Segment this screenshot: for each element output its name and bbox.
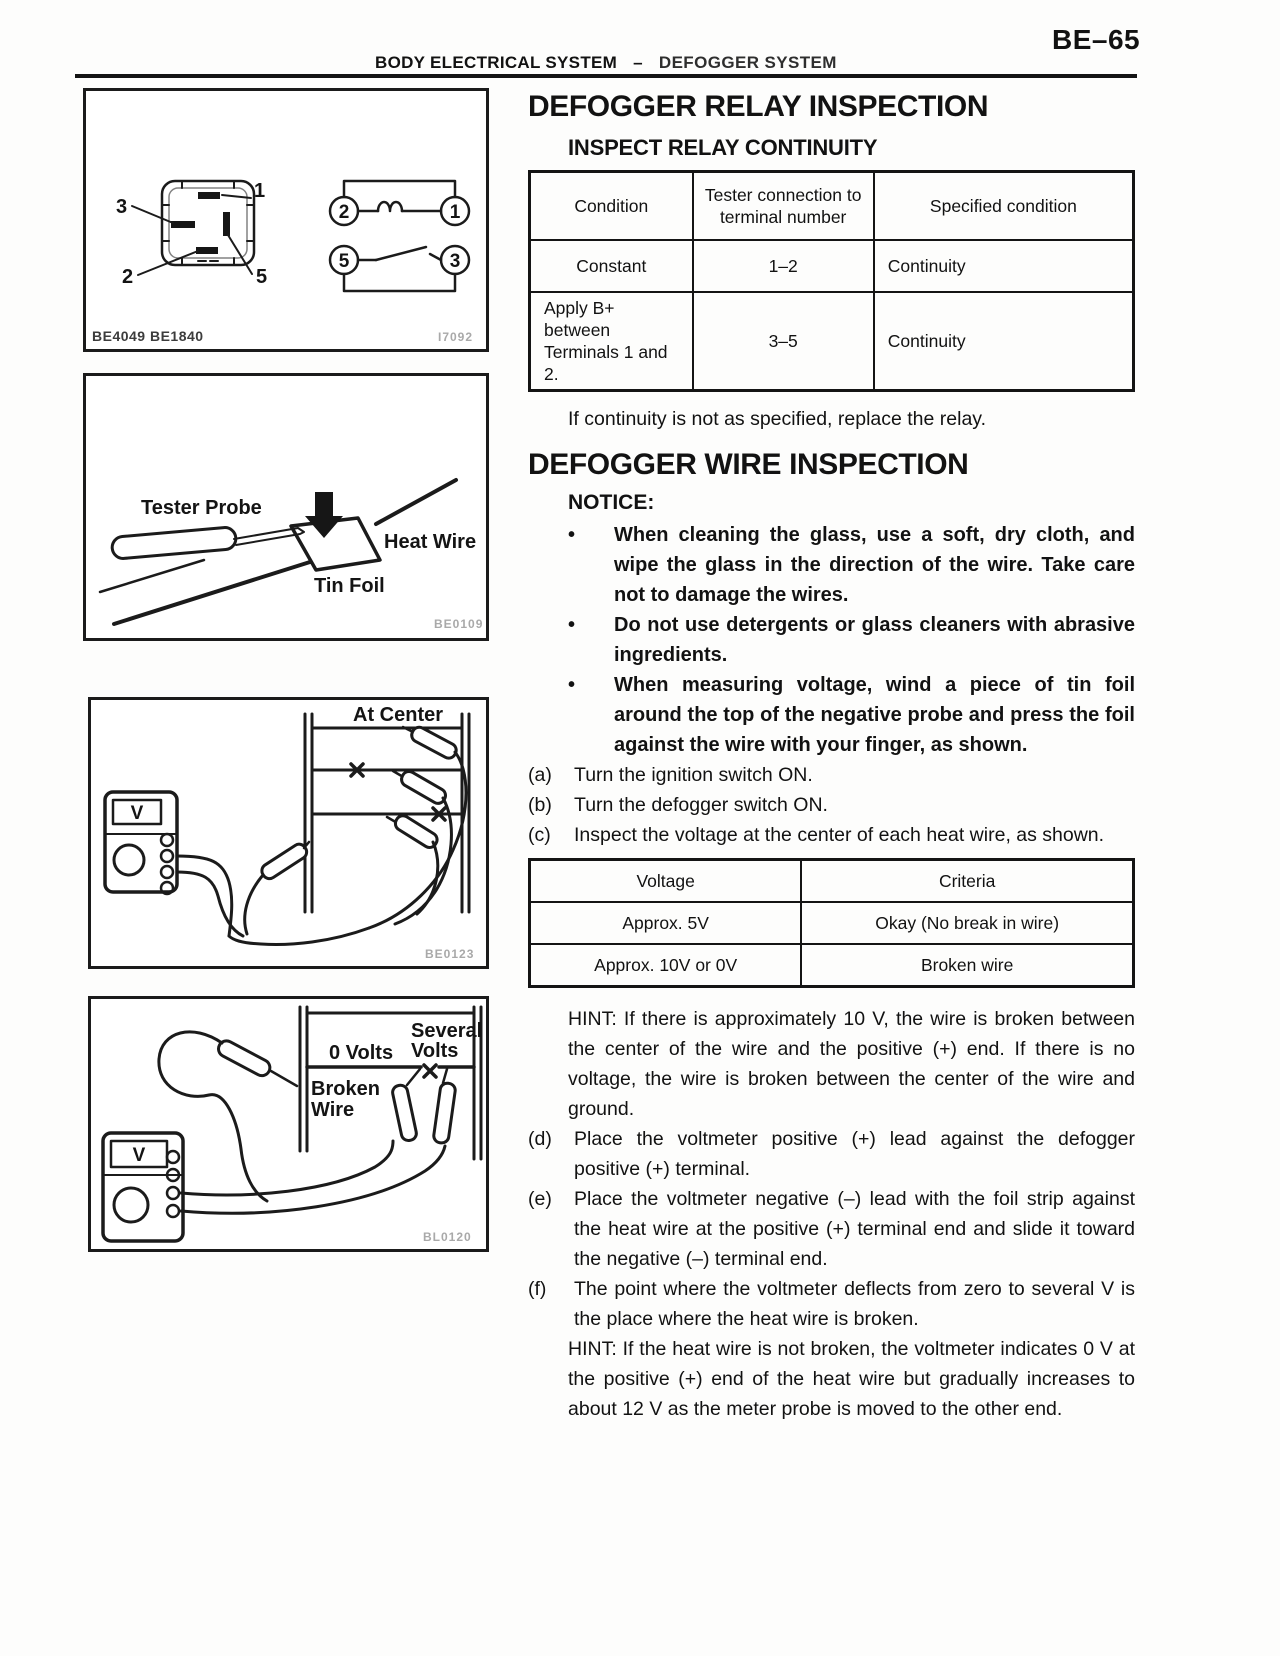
relay-inspection-title: DEFOGGER RELAY INSPECTION [528, 90, 989, 123]
hint-center-voltage: HINT: If there is approximately 10 V, the wire is broken between the center of the wire and the positive (+) end. If there is no voltage, the wire is broken between the center of the wire and ground. [568, 1008, 1135, 1120]
pin-label-1: 1 [254, 180, 266, 202]
heat-wire-label: Heat Wire [384, 531, 477, 553]
step-label: (d) [528, 1128, 552, 1150]
cell-condition: Apply B+ between Terminals 1 and 2. [530, 292, 693, 391]
figure-code-faint: BE0123 [425, 947, 475, 961]
test-probes [259, 725, 458, 882]
probe-icon [399, 769, 448, 806]
tester-probe-label: Tester Probe [141, 497, 262, 519]
notice-item [568, 610, 1135, 670]
pin-label-3: 3 [116, 196, 128, 218]
figure-code-faint: BE0109 [434, 617, 484, 631]
step-b [528, 790, 1135, 820]
terminal-5: 5 [338, 251, 350, 272]
broken-wire-label-line2: Wire [311, 1099, 355, 1121]
relay-figure-drawing [86, 91, 486, 349]
probe-figure-drawing [86, 376, 486, 638]
several-volts-label-line1: Several [411, 1020, 483, 1042]
heat-wire-line [376, 480, 456, 524]
probe-icon [409, 725, 458, 761]
probe-icon [391, 1084, 417, 1142]
relay-continuity-table [528, 170, 1135, 392]
probe-icon [216, 1038, 273, 1078]
content-column [528, 88, 1135, 1424]
notice-text: When cleaning the glass, use a soft, dry cloth, and wipe the glass in the direction of the wire. Take care not to damage the wires. [614, 524, 1135, 606]
col-header-specified: Specified condition [874, 172, 1134, 241]
broken-wire-label-line1: Broken [311, 1078, 380, 1100]
figure-code: BE4049 BE1840 [92, 328, 204, 344]
step-e [528, 1184, 1135, 1274]
heat-wire-line [114, 562, 310, 624]
notice-text: When measuring voltage, wind a piece of tin foil around the top of the negative probe and press the foil against the wire with your finger, as shown. [614, 674, 1135, 756]
relay-continuity-subtitle: INSPECT RELAY CONTINUITY [568, 135, 878, 160]
relay-underside-icon [162, 181, 254, 265]
step-text: The point where the voltmeter deflects from zero to several V is the place where the heat wire is broken. [574, 1278, 1135, 1330]
cell-voltage: Approx. 10V or 0V [530, 944, 802, 987]
relay-pin-3 [171, 221, 195, 228]
header-rule [75, 74, 1137, 78]
header-system: BODY ELECTRICAL SYSTEM [375, 53, 618, 72]
notice-text: Do not use detergents or glass cleaners with abrasive ingredients. [614, 614, 1135, 666]
col-header-criteria: Criteria [801, 860, 1133, 903]
step-label: (f) [528, 1278, 547, 1300]
voltmeter-icon [103, 1133, 183, 1241]
step-text: Turn the ignition switch ON. [574, 764, 813, 786]
probe-icon [433, 1082, 456, 1144]
table-header-row [530, 860, 1134, 903]
meter-display-label: V [130, 803, 144, 824]
switch-blade-icon [376, 247, 441, 260]
step-label: (a) [528, 764, 552, 786]
relay-circuit-schematic [330, 181, 469, 291]
figure-code-faint: BL0120 [423, 1230, 472, 1244]
table-row [530, 944, 1134, 987]
relay-pin-5 [223, 212, 230, 236]
figure-code-faint: I7092 [438, 330, 474, 344]
several-volts-label-line2: Volts [411, 1040, 459, 1062]
meter-display-label: V [132, 1145, 146, 1166]
figure-at-center [88, 697, 489, 969]
tester-probe-icon [111, 527, 236, 560]
terminal-3: 3 [449, 251, 461, 272]
figure-probe-tin-foil [83, 373, 489, 641]
relay-pin-callouts [116, 180, 267, 288]
table-row [530, 902, 1134, 944]
terminal-2: 2 [338, 202, 350, 223]
cell-specified: Continuity [874, 292, 1134, 391]
bullet-icon: • [568, 614, 576, 636]
voltage-criteria-table [528, 858, 1135, 988]
col-header-voltage: Voltage [530, 860, 802, 903]
figure-relay-and-circuit [83, 88, 489, 352]
header-title [375, 53, 837, 73]
pin-label-2: 2 [122, 266, 134, 288]
cell-criteria: Okay (No break in wire) [801, 902, 1133, 944]
notice-item [568, 520, 1135, 610]
wire-inspection-title: DEFOGGER WIRE INSPECTION [528, 448, 969, 481]
relay-pin-2 [196, 247, 218, 254]
cell-specified: Continuity [874, 240, 1134, 292]
cell-connection: 3–5 [693, 292, 874, 391]
terminal-1: 1 [449, 202, 461, 223]
at-center-figure-drawing [91, 700, 486, 966]
step-label: (e) [528, 1188, 552, 1210]
step-text: Place the voltmeter negative (–) lead with the foil strip against the heat wire at the positive (+) terminal end and slide it toward the negative (–) terminal end. [574, 1188, 1135, 1270]
col-header-connection: Tester connection to terminal number [693, 172, 874, 241]
step-a [528, 760, 1135, 790]
probe-icon [259, 842, 309, 882]
tin-foil-label: Tin Foil [314, 575, 385, 597]
press-down-arrow-icon [305, 492, 343, 538]
page-number: BE–65 [1052, 24, 1141, 55]
table-row [530, 292, 1134, 391]
step-text: Place the voltmeter positive (+) lead against the defogger positive (+) terminal. [574, 1128, 1135, 1180]
meter-knob-icon [114, 1188, 148, 1222]
cell-connection: 1–2 [693, 240, 874, 292]
notice-item [568, 670, 1135, 760]
step-label: (c) [528, 824, 551, 846]
step-c [528, 820, 1135, 850]
hint-not-broken: HINT: If the heat wire is not broken, the voltmeter indicates 0 V at the positive (+) end of the heat wire but gradually increases to about 12 V as the meter probe is moved to the other end. [568, 1338, 1135, 1420]
step-f [528, 1274, 1135, 1334]
notice-label: NOTICE: [568, 491, 655, 514]
coil-icon [378, 202, 402, 211]
voltmeter-icon [105, 792, 177, 894]
step-label: (b) [528, 794, 552, 816]
probe-cable [100, 560, 204, 592]
notice-list [568, 520, 1135, 760]
step-text: Inspect the voltage at the center of each heat wire, as shown. [574, 824, 1105, 846]
header-subsystem: DEFOGGER SYSTEM [658, 53, 837, 72]
bullet-icon: • [568, 524, 576, 546]
relay-replace-note: If continuity is not as specified, replace the relay. [568, 408, 987, 430]
broken-wire-figure-drawing [91, 999, 486, 1249]
header-separator: – [633, 53, 643, 72]
cell-condition: Constant [530, 240, 693, 292]
bullet-icon: • [568, 674, 576, 696]
pin-label-5: 5 [256, 266, 268, 288]
relay-pin-1 [198, 192, 220, 199]
meter-knob-icon [114, 845, 144, 875]
step-text: Turn the defogger switch ON. [574, 794, 828, 816]
break-mark-icon [424, 1065, 436, 1077]
step-d [528, 1124, 1135, 1184]
table-row [530, 240, 1134, 292]
at-center-label: At Center [353, 704, 444, 726]
table-header-row [530, 172, 1134, 241]
zero-volts-label: 0 Volts [329, 1042, 394, 1064]
figure-broken-wire [88, 996, 489, 1252]
cell-voltage: Approx. 5V [530, 902, 802, 944]
cell-criteria: Broken wire [801, 944, 1133, 987]
col-header-condition: Condition [530, 172, 693, 241]
